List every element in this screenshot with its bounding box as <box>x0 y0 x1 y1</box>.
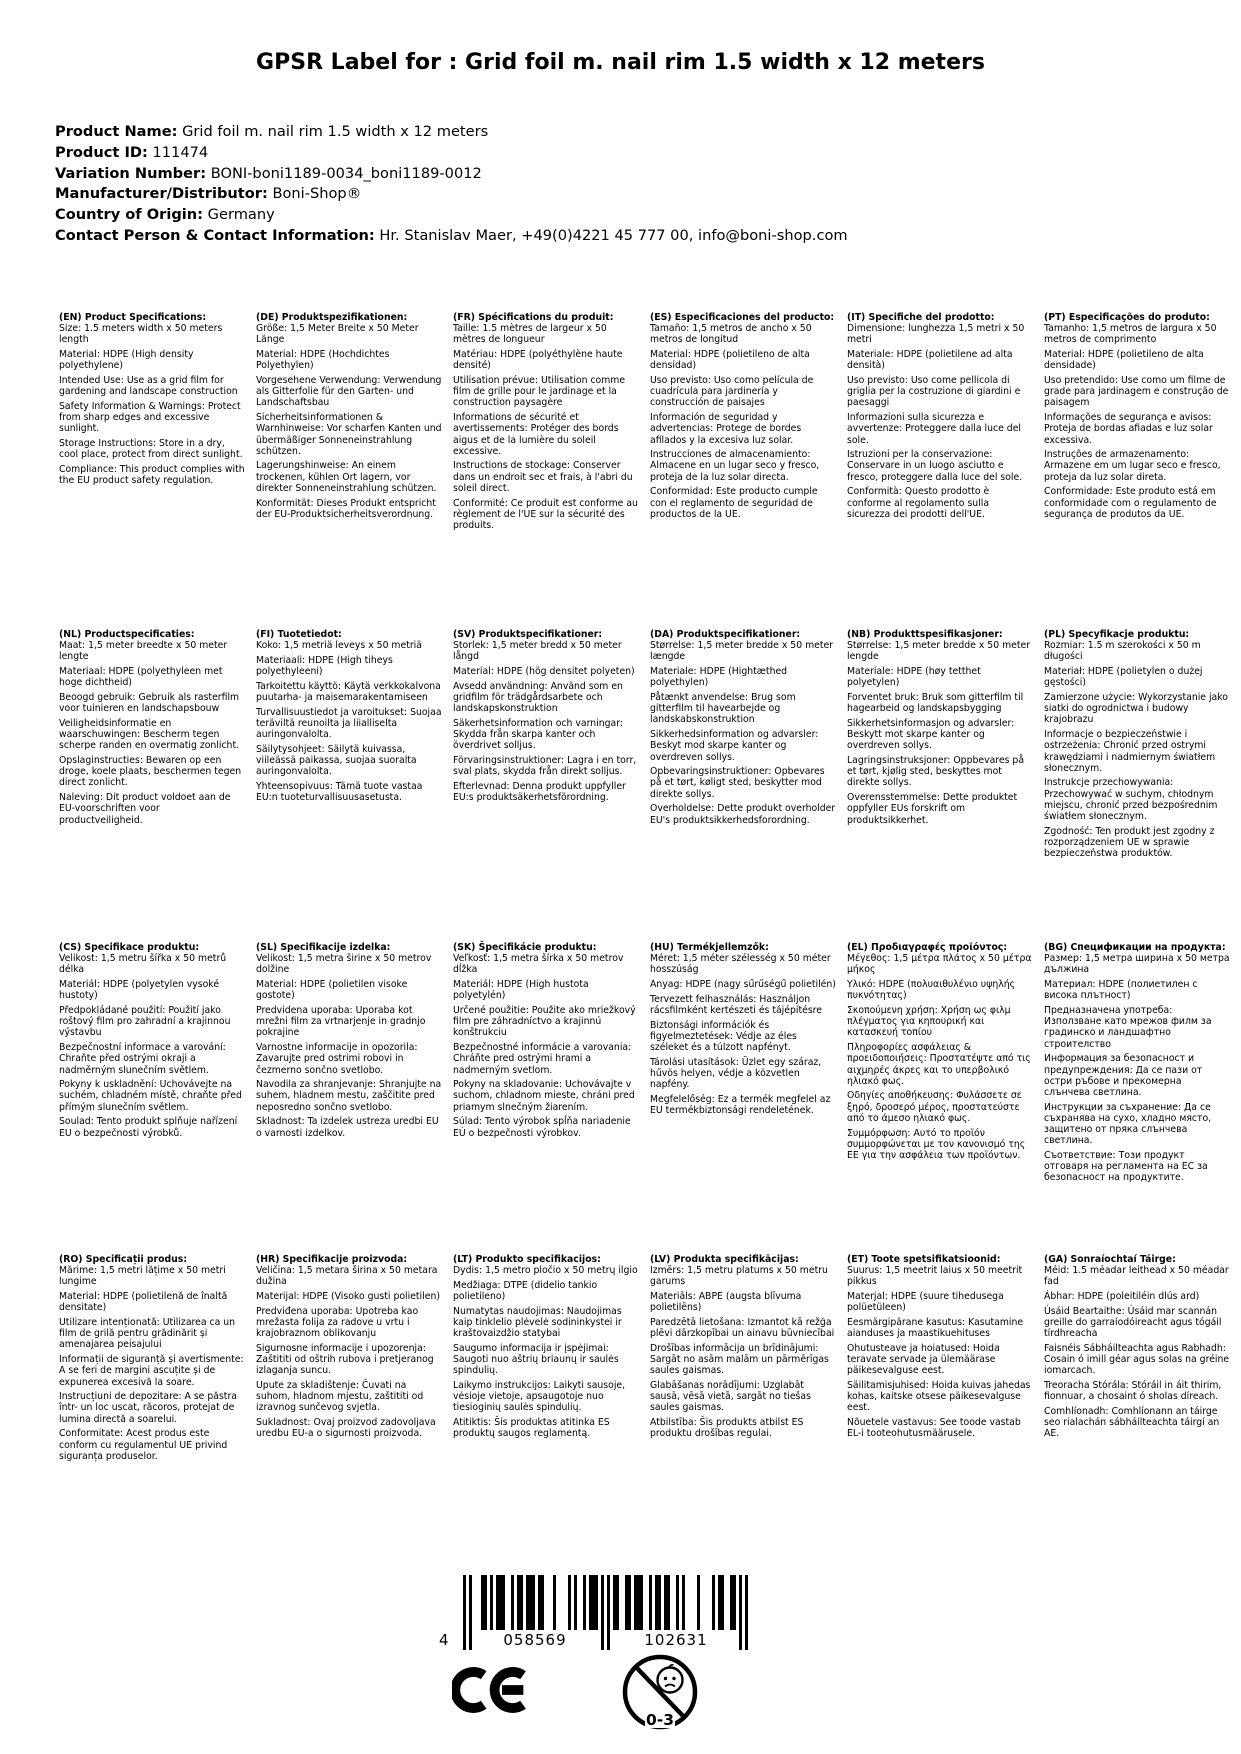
spec-paragraph: Atbilstība: Šis produkts atbilst ES produktu drošības regulai. <box>650 1417 804 1440</box>
spec-paragraph: Ábhar: HDPE (poleitiléin dlús ard) <box>1044 1291 1200 1303</box>
spec-block-sv <box>453 629 639 807</box>
spec-paragraph: Conformité: Ce produit est conforme au règlement de l'UE sur la sécurité des produits. <box>453 497 638 531</box>
spec-paragraph: Zamierzone użycie: Wykorzystanie jako siatki do ogrodnictwa i budowy krajobrazu <box>1044 692 1228 726</box>
spec-block-fi <box>256 629 442 807</box>
spec-paragraph: Dydis: 1,5 metro pločio x 50 metrų ilgio <box>453 1265 638 1277</box>
spec-paragraph: Conformità: Questo prodotto è conforme al regolamento sulla sicurezza dei prodotti dell'UE. <box>847 486 990 520</box>
spec-block-nl <box>59 629 245 829</box>
spec-paragraph: Zgodność: Ten produkt jest zgodny z rozporządzeniem UE w sprawie bezpieczeństwa produktów. <box>1044 825 1215 860</box>
spec-block-title: (HU) Termékjellemzők: <box>650 942 769 953</box>
barcode-bar <box>739 1575 742 1650</box>
product-info-label: Product ID: <box>55 143 148 161</box>
spec-block-ga <box>1044 1254 1230 1443</box>
spec-paragraph: Storlek: 1,5 meter bredd x 50 meter långd <box>453 640 622 663</box>
spec-paragraph: Sikkerhedsinformation og advarsler: Beskyt mod skarpe kanter og overdreven sollys. <box>650 729 819 763</box>
spec-paragraph: Instruções de armazenamento: Armazene em um lugar seco e fresco, proteja da luz solar direta. <box>1044 449 1221 483</box>
spec-block-sk <box>453 942 639 1142</box>
spec-block-title: (ET) Toote spetsifikatsioonid: <box>847 1254 1001 1265</box>
barcode-bar <box>469 1575 472 1650</box>
spec-paragraph: Mărime: 1,5 metri lățime x 50 metri lungime <box>59 1265 226 1288</box>
spec-paragraph: Sikkerhetsinformasjon og advarsler: Beskytt mot skarpe kanter og overdreven sollys. <box>847 717 1015 752</box>
spec-paragraph: Πληροφορίες ασφάλειας & προειδοποιήσεις: Προστατέψτε από τις αιχμηρές άκρες και το υπερβολικό ηλιακό φως. <box>847 1042 1031 1087</box>
spec-paragraph: Materiāls: ABPE (augsta blīvuma polietilēns) <box>650 1291 802 1314</box>
spec-paragraph: Opbevaringsinstruktioner: Opbevares på et tørt, køligt sted, beskytter mod direkte sollys. <box>650 766 825 800</box>
product-info-row <box>55 143 848 164</box>
spec-paragraph: Megfelelőség: Ez a termék megfelel az EU termékbiztonsági rendeletének. <box>650 1093 831 1117</box>
spec-paragraph: Treoracha Stórála: Stóráil in áit thirim, fionnuar, a chosaint ó sholas díreach. <box>1044 1380 1222 1403</box>
spec-block-pl <box>1044 629 1230 863</box>
spec-block-title: (SL) Specifikacije izdelka: <box>256 942 391 953</box>
barcode-bar <box>502 1575 505 1630</box>
spec-paragraph: Uso pretendido: Use como um filme de grade para jardinagem e construção de paisagem <box>1044 375 1229 409</box>
spec-block-ro <box>59 1254 245 1465</box>
spec-paragraph: Anyag: HDPE (nagy sűrűségű polietilén) <box>650 979 836 991</box>
product-info-value: Grid foil m. nail rim 1.5 width x 12 meters <box>177 123 489 140</box>
spec-paragraph: Material: HDPE (polietilenă de înaltă densitate) <box>59 1291 228 1314</box>
spec-block-lv <box>650 1254 836 1443</box>
spec-paragraph: Größe: 1,5 Meter Breite x 50 Meter Länge <box>256 323 419 346</box>
spec-paragraph: Lagerungshinweise: An einem trockenen, kühlen Ort lagern, vor direkter Sonneneinstrahlung schützen. <box>256 460 437 494</box>
page-title: GPSR Label for : Grid foil m. nail rim 1.5 width x 12 meters <box>256 50 985 75</box>
spec-paragraph: Informacje o bezpieczeństwie i ostrzeżenia: Chronić przed ostrymi krawędziami i nadmiernym światłem słonecznym. <box>1044 729 1216 774</box>
spec-paragraph: Material: HDPE (polietileno de alta densidade) <box>1044 349 1204 372</box>
spec-paragraph: Efterlevnad: Denna produkt uppfyller EU:s produktsäkerhetsförordning. <box>453 780 626 804</box>
spec-paragraph: Materiale: HDPE (Hightæthed polyethylen) <box>650 666 788 689</box>
spec-paragraph: Navodila za shranjevanje: Shranjujte na suhem, hladnem mestu, zaščitite pred neposredno sončno svetlobo. <box>256 1079 442 1113</box>
spec-paragraph: Safety Information & Warnings: Protect from sharp edges and excessive sunlight. <box>59 400 241 435</box>
barcode-bar <box>682 1575 685 1630</box>
barcode-bar <box>490 1575 493 1630</box>
spec-paragraph: Avsedd användning: Använd som en gridfilm för trädgårdsarbete och landskapskonstruktion <box>453 680 623 715</box>
spec-paragraph: Paredzētā lietošana: Izmantot kā režģa plēvi dārzkopībai un ainavu būvniecībai <box>650 1317 835 1340</box>
spec-block-et <box>847 1254 1033 1443</box>
spec-block-hr <box>256 1254 442 1443</box>
spec-block-title: (FR) Spécifications du produit: <box>453 312 614 323</box>
spec-paragraph: Comhlíonadh: Comhlíonann an táirge seo rialachán sábháilteachta táirgí an AE. <box>1044 1405 1220 1440</box>
spec-paragraph: Materiale: HDPE (høy tetthet polyetylen) <box>847 666 981 689</box>
spec-paragraph: Instrucțiuni de depozitare: A se păstra într- un loc uscat, răcoros, protejat de lumina directă a soarelui. <box>59 1391 237 1425</box>
spec-paragraph: Materiał: HDPE (polietylen o dużej gęstości) <box>1044 666 1203 689</box>
spec-paragraph: Tamanho: 1,5 metros de largura x 50 metros de comprimento <box>1044 323 1217 346</box>
spec-paragraph: Størrelse: 1,5 meter bredde x 50 meter længde <box>650 640 834 663</box>
spec-paragraph: Utilisation prévue: Utilisation comme film de grille pour le jardinage et la construction paysagère <box>453 375 626 409</box>
product-info-label: Country of Origin: <box>55 206 204 224</box>
spec-paragraph: Förvaringsinstruktioner: Lagra i en torr, sval plats, skydda från direkt solljus. <box>453 755 637 778</box>
spec-block-el <box>847 942 1033 1165</box>
spec-paragraph: Turvallisuustiedot ja varoitukset: Suojaa teräviltä reunoilta ja liialliselta auringonvalolta. <box>256 706 442 741</box>
ce-mark-icon <box>452 1660 534 1720</box>
spec-block-title: (SV) Produktspecifikationer: <box>453 629 603 640</box>
product-info-row <box>55 184 848 205</box>
product-info-row <box>55 226 848 247</box>
spec-paragraph: Pokyny k uskladnění: Uchovávejte na suchém, chladném místě, chraňte před přímým slunečním světlem. <box>59 1079 242 1113</box>
spec-paragraph: Materijal: HDPE (Visoko gusti polietilen) <box>256 1291 440 1303</box>
spec-paragraph: Numatytas naudojimas: Naudojimas kaip tinklelio plėvelė sodininkystei ir kraštovaizdžio statybai <box>453 1305 622 1340</box>
spec-paragraph: Méid: 1.5 méadar leithead x 50 méadar fad <box>1044 1265 1229 1288</box>
barcode-bar <box>520 1575 523 1630</box>
spec-block-title: (FI) Tuotetiedot: <box>256 629 342 640</box>
baby-face-icon <box>658 1668 683 1693</box>
spec-block-title: (PT) Especificações do produto: <box>1044 312 1210 323</box>
spec-paragraph: Maat: 1,5 meter breedte x 50 meter lengte <box>59 640 228 663</box>
spec-paragraph: Pokyny na skladovanie: Uchovávajte v suchom, chladnom mieste, chráni pred priamym slnečným žiarením. <box>453 1079 635 1113</box>
spec-paragraph: Istruzioni per la conservazione: Conservare in un luogo asciutto e fresco, proteggere dalla luce del sole. <box>847 449 1023 483</box>
barcode-prefix-digit: 4 <box>439 1631 449 1649</box>
spec-block-title: (RO) Specificații produs: <box>59 1254 188 1265</box>
spec-paragraph: Velikost: 1,5 metra širine x 50 metrov dolžine <box>256 953 432 976</box>
spec-paragraph: Conformitate: Acest produs este conform cu regulamentul UE privind siguranța produselor. <box>59 1428 228 1462</box>
barcode-bar <box>658 1575 661 1630</box>
product-info-row <box>55 122 848 143</box>
product-info-label: Variation Number: <box>55 164 207 182</box>
barcode-bar <box>511 1575 514 1630</box>
spec-paragraph: Tervezett felhasználás: Használjon rácsfilmként kertészeti és tájépítésre <box>650 993 823 1017</box>
product-info-value: 111474 <box>147 143 209 161</box>
spec-paragraph: Instrucciones de almacenamiento: Almacene en un lugar seco y fresco, proteja de la luz solar directa. <box>650 449 820 483</box>
spec-paragraph: Informazioni sulla sicurezza e avvertenze: Proteggere dalla luce del sole. <box>847 412 1021 446</box>
spec-paragraph: Naleving: Dit product voldoet aan de EU-voorschriften voor productveiligheid. <box>59 792 231 826</box>
spec-paragraph: Storage Instructions: Store in a dry, cool place, protect from direct sunlight. <box>59 438 243 461</box>
barcode-left-digits: 058569 <box>503 1631 567 1649</box>
spec-block-da <box>650 629 836 829</box>
spec-paragraph: Veličina: 1,5 metara širina x 50 metara dužina <box>256 1265 438 1288</box>
spec-paragraph: Material: HDPE (hög densitet polyeten) <box>453 666 635 678</box>
barcode-bar <box>553 1575 556 1630</box>
spec-paragraph: Predviđena uporaba: Upotreba kao mrežasta folija za radove u vrtu i krajobraznom oblikovanju <box>256 1305 419 1340</box>
spec-block-title: (SK) Špecifikácie produktu: <box>453 942 597 953</box>
spec-block-it <box>847 312 1033 523</box>
barcode-bar <box>601 1575 604 1650</box>
barcode-bar <box>676 1575 679 1630</box>
spec-paragraph: Veiligheidsinformatie en waarschuwingen: Bescherm tegen scherpe randen en overmatig zonlicht. <box>59 717 240 752</box>
spec-block-title: (ES) Especificaciones del producto: <box>650 312 835 323</box>
barcode-bar <box>463 1575 466 1650</box>
spec-paragraph: Glabāšanas norādījumi: Uzglabāt sausā, vēsā vietā, sargāt no tiešas saules gaismas. <box>650 1380 811 1414</box>
spec-block-title: (EL) Προδιαγραφές προϊόντος: <box>847 942 1008 953</box>
spec-paragraph: Úsáid Beartaithe: Úsáid mar scannán greille do garraíodóireacht agus tógáil tírdhreacha <box>1044 1305 1222 1340</box>
spec-block-sl <box>256 942 442 1142</box>
spec-paragraph: Sigurnosne informacije i upozorenja: Zaštititi od oštrih rubova i pretjeranog izlaganja suncu. <box>256 1342 434 1377</box>
spec-paragraph: Material: HDPE (Hochdichtes Polyethylen) <box>256 349 390 372</box>
spec-paragraph: Compliance: This product complies with the EU product safety regulation. <box>59 463 245 487</box>
spec-paragraph: Overensstemmelse: Dette produktet oppfyller EUs forskrift om produktsikkerhet. <box>847 792 1018 826</box>
spec-block-title: (HR) Specifikacije proizvoda: <box>256 1254 408 1265</box>
spec-paragraph: Uso previsto: Uso como película de cuadrícula para jardinería y construcción de paisajes <box>650 375 814 409</box>
spec-paragraph: Material: HDPE (polietilen visoke gostote) <box>256 979 408 1002</box>
product-info <box>55 122 848 247</box>
spec-block-title: (LV) Produkta specifikācijas: <box>650 1254 799 1265</box>
spec-paragraph: Varnostne informacije in opozorila: Zavarujte pred ostrimi robovi in čezmerno sončno svetlobo. <box>256 1042 418 1076</box>
product-info-label: Manufacturer/Distributor: <box>55 185 268 203</box>
spec-paragraph: Velikost: 1,5 metru šířka x 50 metrů délka <box>59 953 227 976</box>
spec-paragraph: Taille: 1.5 mètres de largeur x 50 mètres de longueur <box>453 323 607 346</box>
spec-paragraph: Beoogd gebruik: Gebruik als rasterfilm voor tuinieren en landschapsbouw <box>59 692 240 715</box>
barcode-bar <box>628 1575 631 1630</box>
spec-block-title: (NL) Productspecificaties: <box>59 629 195 640</box>
spec-paragraph: Intended Use: Use as a grid film for gardening and landscape construction <box>59 375 238 398</box>
spec-paragraph: Tamaño: 1,5 metros de ancho x 50 metros de longitud <box>650 323 812 346</box>
spec-paragraph: Conformidade: Este produto está em conformidade com o regulamento de segurança de produtos da UE. <box>1044 486 1217 520</box>
spec-paragraph: Předpokládané použití: Použití jako roštový film pro zahradní a krajinnou výstavbu <box>59 1005 231 1039</box>
spec-paragraph: Οδηγίες αποθήκευσης: Φυλάσσετε σε ξηρό, δροσερό μέρος, προστατεύστε από το άμεσο ηλιακό φως. <box>847 1090 1022 1124</box>
spec-paragraph: Bezpečnostní informace a varování: Chraňte před ostrými okraji a nadměrným slunečním světlem. <box>59 1042 226 1076</box>
spec-block-es <box>650 312 836 523</box>
product-info-value: Hr. Stanislav Maer, +49(0)4221 45 777 00, info@boni-shop.com <box>374 226 848 244</box>
age-warning-text: 0-3 <box>645 1711 675 1729</box>
barcode-bar <box>667 1575 670 1630</box>
product-info-label: Product Name: <box>55 123 178 140</box>
spec-paragraph: Materjal: HDPE (suure tihedusega polüetüleen) <box>847 1291 1004 1314</box>
spec-paragraph: Информация за безопасност и предупреждения: Да се пази от остри ръбове и прекомерна слънчева светлина. <box>1044 1053 1203 1098</box>
spec-paragraph: Materiál: HDPE (High hustota polyetylén) <box>453 979 589 1002</box>
spec-paragraph: Предназначена употреба: Използване като мрежов филм за градинско и ландшафтно строителство <box>1044 1005 1212 1050</box>
spec-paragraph: Určené použitie: Použite ako mriežkový film pre záhradníctvo a krajinnú konštrukciu <box>453 1005 636 1039</box>
spec-paragraph: Overholdelse: Dette produkt overholder EU's produktsikkerhedsforordning. <box>650 803 836 826</box>
spec-paragraph: Tárolási utasítások: Üzlet egy száraz, hűvös helyen, védje a közvetlen napfény. <box>650 1056 822 1091</box>
spec-block-title: (GA) Sonraíochtaí Táirge: <box>1044 1254 1176 1265</box>
spec-block-fr <box>453 312 639 535</box>
product-info-value: Germany <box>203 206 275 224</box>
spec-paragraph: Upute za skladištenje: Čuvati na suhom, hladnom mjestu, zaštititi od izravnog sunčevog svjetla. <box>256 1380 424 1414</box>
spec-paragraph: Konformität: Dieses Produkt entspricht der EU-Produktsicherheitsverordnung. <box>256 497 436 520</box>
spec-paragraph: Utilizare intenționată: Utilizarea ca un film de grilă pentru grădinărit și amenajarea peisajului <box>59 1317 236 1351</box>
spec-paragraph: Материал: HDPE (полиетилен с висока плътност) <box>1044 979 1198 1002</box>
spec-paragraph: Material: HDPE (polietileno de alta densidad) <box>650 349 810 372</box>
spec-paragraph: Drošības informācija un brīdinājumi: Sargāt no asām malām un pārmērīgas saules gaismas. <box>650 1342 829 1377</box>
spec-paragraph: Material: HDPE (High density polyethylene) <box>59 349 194 372</box>
spec-paragraph: Veľkosť: 1,5 metra šírka x 50 metrov dĺžka <box>453 953 624 976</box>
spec-paragraph: Lagringsinstruksjoner: Oppbevares på et tørt, kjølig sted, beskyttes mot direkte sollys. <box>847 755 1025 789</box>
spec-paragraph: Instrukcje przechowywania: Przechowywać w suchym, chłodnym miejscu, chronić przed bezpośrednim światłem słonecznym. <box>1044 777 1218 823</box>
spec-paragraph: Dimensione: lunghezza 1,5 metri x 50 metri <box>847 323 1025 346</box>
barcode-right-digits: 102631 <box>644 1631 708 1649</box>
spec-paragraph: Yhteensopivuus: Tämä tuote vastaa EU:n tuoteturvallisuusasetusta. <box>256 780 423 804</box>
spec-paragraph: Säkerhetsinformation och varningar: Skydda från skarpa kanter och överdrivet solljus. <box>453 717 624 752</box>
spec-paragraph: Υλικό: HDPE (πολυαιθυλένιο υψηλής πυκνότητας) <box>847 979 1016 1002</box>
spec-paragraph: Materiaali: HDPE (High tiheys polyethyleeni) <box>256 654 393 678</box>
spec-paragraph: Soulad: Tento produkt splňuje nařízení EU o bezpečnosti výrobků. <box>59 1116 238 1139</box>
barcode-bar <box>541 1575 544 1630</box>
barcode-bar <box>733 1575 736 1630</box>
spec-paragraph: Instructions de stockage: Conserver dans un endroit sec et frais, à l'abri du soleil direct. <box>453 460 633 494</box>
age-warning-0-3-icon <box>620 1650 700 1734</box>
barcode-bar <box>595 1575 598 1630</box>
spec-paragraph: Påtænkt anvendelse: Brug som gitterfilm til havearbejde og landskabskonstruktion <box>650 692 796 726</box>
spec-block-title: (LT) Produkto specifikacijos: <box>453 1254 601 1265</box>
spec-block-title: (DA) Produktspecifikationer: <box>650 629 801 640</box>
spec-paragraph: Uso previsto: Uso come pellicola di griglia per la costruzione di giardini e paesaggi <box>847 375 1021 409</box>
spec-block-de <box>256 312 442 523</box>
spec-paragraph: Laikymo instrukcijos: Laikyti sausoje, vėsioje vietoje, apsaugotoje nuo tiesioginių saulės spindulių. <box>453 1380 626 1414</box>
product-info-label: Contact Person & Contact Information: <box>55 226 375 244</box>
spec-block-title: (DE) Produktspezifikationen: <box>256 312 408 323</box>
spec-paragraph: Nõuetele vastavus: See toode vastab EL-i tooteohutusmäärusele. <box>847 1417 1021 1440</box>
spec-paragraph: Méret: 1,5 méter szélesség x 50 méter hosszúság <box>650 953 831 976</box>
spec-paragraph: Vorgesehene Verwendung: Verwendung als Gitterfolie für den Garten- und Landschaftsbau <box>256 375 442 409</box>
spec-block-cs <box>59 942 245 1142</box>
spec-paragraph: Размер: 1,5 метра ширина x 50 метра дължина <box>1044 953 1230 976</box>
spec-block-title: (NB) Produkttspesifikasjoner: <box>847 629 1003 640</box>
spec-paragraph: Forventet bruk: Bruk som gitterfilm til hagearbeid og landskapsbygging <box>847 692 1024 715</box>
spec-paragraph: Bezpečnostné informácie a varovania: Chráňte pred ostrými hrami a nadmerným svetlom. <box>453 1042 632 1076</box>
barcode-bar <box>568 1575 571 1630</box>
spec-paragraph: Atitiktis: Šis produktas atitinka ES produktų saugos reglamentą. <box>453 1417 610 1440</box>
spec-paragraph: Opslaginstructies: Bewaren op een droge, koele plaats, beschermen tegen direct zonlicht. <box>59 755 242 789</box>
spec-paragraph: Size: 1.5 meters width x 50 meters length <box>59 323 223 346</box>
spec-paragraph: Σκοπούμενη χρήση: Χρήση ως φιλμ πλέγματος για κηπουρική και κατασκευή τοπίου <box>847 1005 1011 1039</box>
spec-block-bg <box>1044 942 1230 1187</box>
barcode-bar <box>574 1575 577 1630</box>
spec-paragraph: Súlad: Tento výrobok spĺňa nariadenie EÚ o bezpečnosti výrobkov. <box>453 1116 631 1139</box>
spec-block-nb <box>847 629 1033 829</box>
spec-paragraph: Materiaal: HDPE (polyethyleen met hoge dichtheid) <box>59 666 223 689</box>
spec-paragraph: Størrelse: 1,5 meter bredde x 50 meter lengde <box>847 640 1031 663</box>
spec-paragraph: Saugumo informacija ir įspėjimai: Saugoti nuo aštrių briaunų ir saulės spindulių. <box>453 1342 619 1377</box>
spec-paragraph: Biztonsági információk és figyelmeztetések: Védje az éles széleket és a túlzott napfényt. <box>650 1019 797 1054</box>
barcode-bar <box>640 1575 643 1630</box>
barcode-bar <box>721 1575 724 1630</box>
product-info-value: Boni-Shop® <box>267 185 362 203</box>
product-info-value: BONI-boni1189-0034_boni1189-0012 <box>206 164 482 182</box>
spec-paragraph: Skladnost: Ta izdelek ustreza uredbi EU o varnosti izdelkov. <box>256 1116 439 1139</box>
spec-paragraph: Medžiaga: DTPE (didelio tankio polietileno) <box>453 1279 598 1303</box>
barcode-bar <box>649 1575 652 1630</box>
spec-paragraph: Инструкции за съхранение: Да се съхранява на сухо, хладно място, защитено от пряка слънчева светлина. <box>1044 1101 1212 1147</box>
spec-paragraph: Informations de sécurité et avertissements: Protéger des bords aigus et de la lumière du soleil excessive. <box>453 412 619 457</box>
spec-paragraph: Sicherheitsinformationen & Warnhinweise: Vor scharfen Kanten und übermäßiger Sonneneinstrahlung schützen. <box>256 412 442 457</box>
spec-paragraph: Συμμόρφωση: Αυτό το προϊόν συμμορφώνεται με τον κανονισμό της ΕΕ για την ασφάλεια των προϊόντων. <box>847 1127 1026 1161</box>
spec-paragraph: Predvidena uporaba: Uporaba kot mrežni film za vrtnarjenje in gradnjo pokrajine <box>256 1005 426 1039</box>
spec-block-title: (PL) Specyfikacje produktu: <box>1044 629 1190 640</box>
spec-paragraph: Informações de segurança e avisos: Proteja de bordas afiadas e luz solar excessiva. <box>1044 412 1213 446</box>
spec-paragraph: Izmērs: 1,5 metru platums x 50 metru garums <box>650 1265 828 1288</box>
spec-paragraph: Materiale: HDPE (polietilene ad alta densità) <box>847 349 1013 372</box>
spec-paragraph: Información de seguridad y advertencias: Protege de bordes afilados y la excesiva luz solar. <box>650 412 802 446</box>
barcode-bar <box>607 1575 610 1650</box>
spec-paragraph: Suurus: 1,5 meetrit laius x 50 meetrit pikkus <box>847 1265 1023 1288</box>
spec-paragraph: Informații de siguranță și avertismente: A se feri de margini ascuțite și de expunerea excesivă la soare. <box>59 1354 244 1388</box>
spec-paragraph: Eesmärgipärane kasutus: Kasutamine aianduses ja maastikuehituses <box>847 1317 1024 1340</box>
product-info-row <box>55 205 848 226</box>
barcode-bar <box>712 1575 715 1630</box>
spec-paragraph: Faisnéis Sábháilteachta agus Rabhadh: Cosain ó imill géar agus solas na gréine iomarcach. <box>1044 1342 1230 1377</box>
spec-paragraph: Materiál: HDPE (polyetylen vysoké hustoty) <box>59 979 220 1002</box>
spec-block-title: (CS) Specifikace produktu: <box>59 942 200 953</box>
barcode-bar <box>745 1575 748 1650</box>
spec-paragraph: Ohutusteave ja hoiatused: Hoida teravate servade ja ülemäärase päikesevalguse eest. <box>847 1342 1000 1377</box>
spec-paragraph: Tarkoitettu käyttö: Käytä verkkokalvona puutarha- ja maisemarakentamiseen <box>256 680 441 704</box>
spec-paragraph: Rozmiar: 1.5 m szerokości x 50 m długości <box>1044 640 1201 663</box>
barcode-bar <box>532 1575 535 1630</box>
spec-block-en <box>59 312 245 490</box>
spec-block-lt <box>453 1254 639 1443</box>
spec-paragraph: Sukladnost: Ovaj proizvod zadovoljava uredbu EU-a o sigurnosti proizvoda. <box>256 1417 436 1440</box>
ean-barcode <box>439 1575 748 1651</box>
barcode-bar <box>484 1575 487 1630</box>
spec-paragraph: Μέγεθος: 1,5 μέτρα πλάτος x 50 μέτρα μήκος <box>847 953 1032 976</box>
spec-paragraph: Съответствие: Този продукт отговаря на регламента на ЕС за безопасност на продуктите. <box>1044 1149 1208 1184</box>
barcode-bar <box>697 1575 700 1630</box>
barcode-bar <box>583 1575 586 1630</box>
spec-block-pt <box>1044 312 1230 523</box>
spec-paragraph: Koko: 1,5 metriä leveys x 50 metriä <box>256 640 422 652</box>
spec-block-title: (EN) Product Specifications: <box>59 312 207 323</box>
spec-block-title: (IT) Specifiche del prodotto: <box>847 312 995 323</box>
spec-paragraph: Matériau: HDPE (polyéthylène haute densité) <box>453 349 623 372</box>
spec-block-hu <box>650 942 836 1120</box>
spec-paragraph: Säilitamisjuhised: Hoida kuivas jahedas kohas, kaitske otsese päikesevalguse eest. <box>847 1380 1031 1414</box>
spec-block-title: (BG) Спецификации на продукта: <box>1044 942 1226 953</box>
product-info-row <box>55 164 848 185</box>
spec-paragraph: Conformidad: Este producto cumple con el reglamento de seguridad de productos de la UE. <box>650 486 818 520</box>
barcode-bar <box>616 1575 619 1630</box>
spec-paragraph: Säilytysohjeet: Säilytä kuivassa, viileässä paikassa, suojaa suoralta auringonvalolta. <box>256 743 417 778</box>
